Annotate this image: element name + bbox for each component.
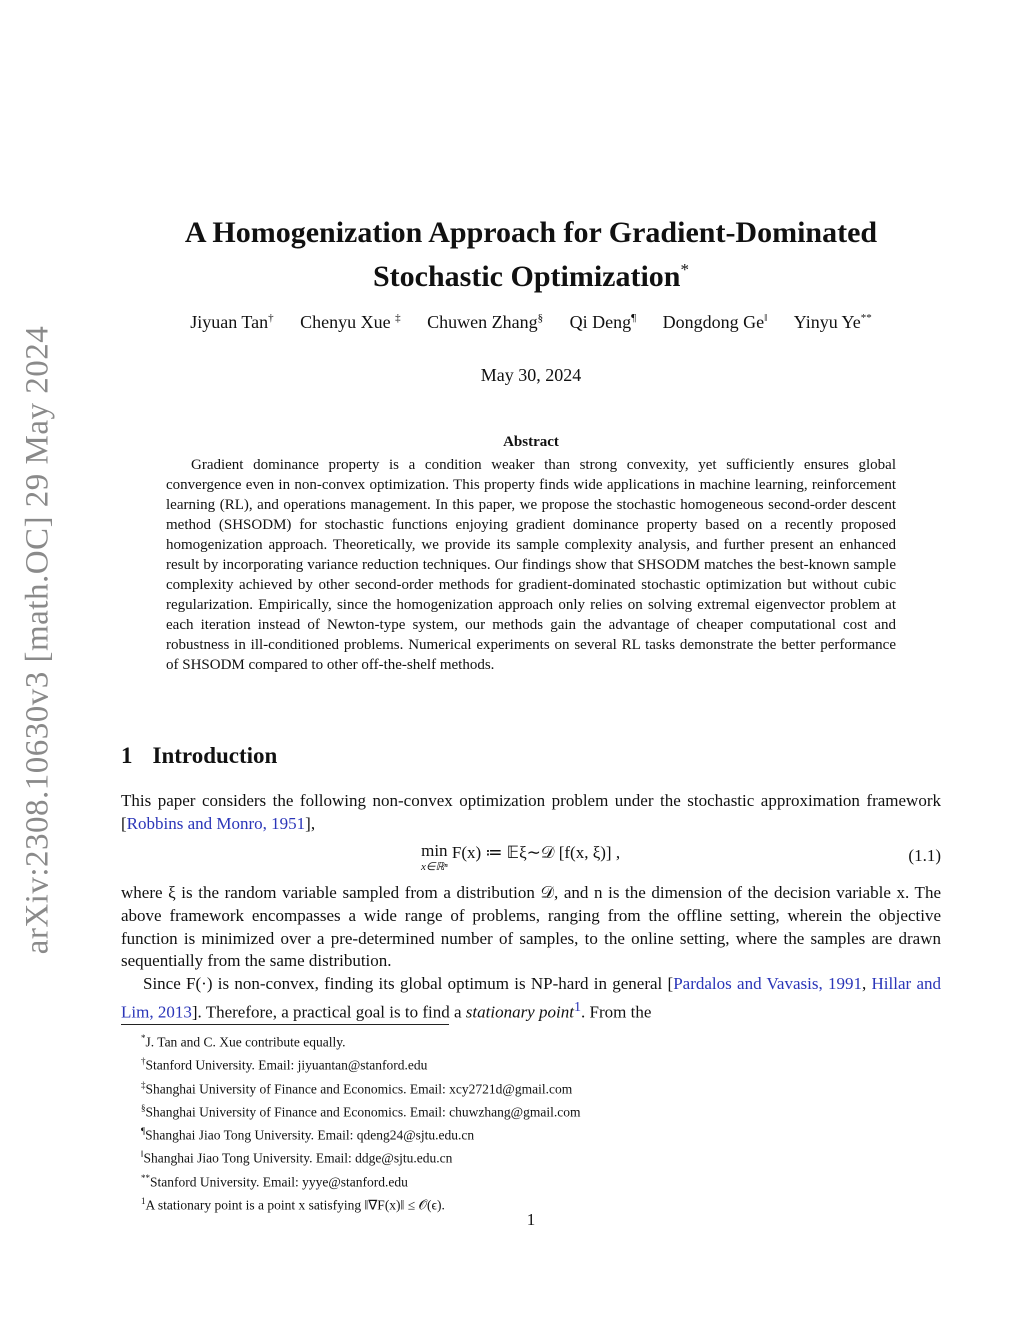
equation-1-1 [121,843,941,879]
equation-expression [421,843,620,875]
footnote: ‡Shanghai University of Finance and Economics. Email: xcy2721d@gmail.com [141,1079,573,1097]
citation-link[interactable]: Pardalos and Vavasis, 1991 [673,974,862,993]
footnote: ¶Shanghai Jiao Tong University. Email: qdeng24@sjtu.edu.cn [141,1126,475,1143]
equation-min-operator: min x∈ℝⁿ [421,841,448,873]
citation-link[interactable]: Hillar and Lim, 2013 [121,974,942,1022]
title-footnote-mark: * [680,260,689,279]
footnote: ‖Shanghai Jiao Tong University. Email: ddge@sjtu.edu.cn [141,1149,453,1166]
intro-paragraph-1: This paper considers the following non-convex optimization problem under the stochastic approximation framework [Robbins and Monro, 1951], [121,791,941,833]
footnote-divider [121,1024,449,1025]
footnote: *J. Tan and C. Xue contribute equally. [141,1033,346,1050]
abstract-text: Gradient dominance property is a condition weaker than strong convexity, yet sufficiently ensures global convergence even in non-convex optimization. This property finds wide applications in machine learning, reinforcement learning (RL), and operations management. In this paper, we propose the stochastic homogeneous second-order descent method (SHSODM) for stochastic functions enjoying gradient dominance property based on a recently proposed homogenization approach. Theoretically, we provide its sample complexity analysis, and further present an enhanced result by incorporating variance reduction techniques. Our findings show that SHSODM matches the best-known sample complexity achieved by other second-order methods for gradient-dominated stochastic optimization but without cubic regularization. Empirically, since the homogenization approach only relies on solving extremal eigenvector problem at each iteration instead of Newton-type system, our methods gain the advantage of cheaper computational cost and robustness in ill-conditioned problems. Numerical experiments on several RL tasks demonstrate the better performance of SHSODM compared to other off-the-shelf methods. [166,457,896,673]
title-line-2: Stochastic Optimization [373,260,681,293]
author: Yinyu Ye** [793,312,872,332]
footnote: †Stanford University. Email: jiyuantan@stanford.edu [141,1056,428,1073]
abstract-heading: Abstract [503,434,559,450]
section-number: 1 [121,743,133,768]
author-list [121,312,941,333]
section-heading [121,743,277,769]
intro-paragraph-2: where ξ is the random variable sampled from a distribution 𝒟, and n is the dimension of the decision variable x. The above framework encompasses a wide range of problems, ranging from the offline setting, wherein the objective function is minimized over a pre-determined number of samples, to the online setting, where the samples are drawn sequentially from the same distribution. [121,883,941,971]
section-title: Introduction [152,743,278,768]
author: Dongdong Ge‖ [662,312,768,332]
footnote: **Stanford University. Email: yyye@stanford.edu [141,1172,408,1190]
author: Qi Deng¶ [569,312,637,332]
footnote-ref-link[interactable]: 1 [573,998,582,1015]
author: Jiyuan Tan† [190,312,274,332]
paper-title [121,214,941,295]
equation-label: (1.1) [908,846,941,865]
author: Chuwen Zhang§ [427,312,544,332]
footnote: §Shanghai University of Finance and Economics. Email: chuwzhang@gmail.com [141,1102,581,1120]
author: Chenyu Xue ‡ [300,312,401,332]
paper-date: May 30, 2024 [480,365,582,385]
footnotes [141,1029,580,1215]
equation-body: F(x) ≔ 𝔼ξ∼𝒟 [f(x, ξ)] , [451,843,621,862]
citation-link[interactable]: Robbins and Monro, 1951 [126,813,306,833]
intro-paragraph-3: Since F(·) is non-convex, finding its global optimum is NP-hard in general [Pardalos and Vavasis, 1991, Hillar and Lim, 2013]. Therefore, a practical goal is to find a stationary point$^1$. From the [121,974,942,1022]
arxiv-side-stamp: arXiv:2308.10630v3 [math.OC] 29 May 2024 [19,325,56,955]
footnote: $^1$A stationary point is a point x satisfying ‖∇F(x)‖ ≤ 𝒪(ϵ). [141,1196,445,1213]
page-number: 1 [526,1210,536,1229]
title-line-1: A Homogenization Approach for Gradient-Dominated [184,216,878,249]
